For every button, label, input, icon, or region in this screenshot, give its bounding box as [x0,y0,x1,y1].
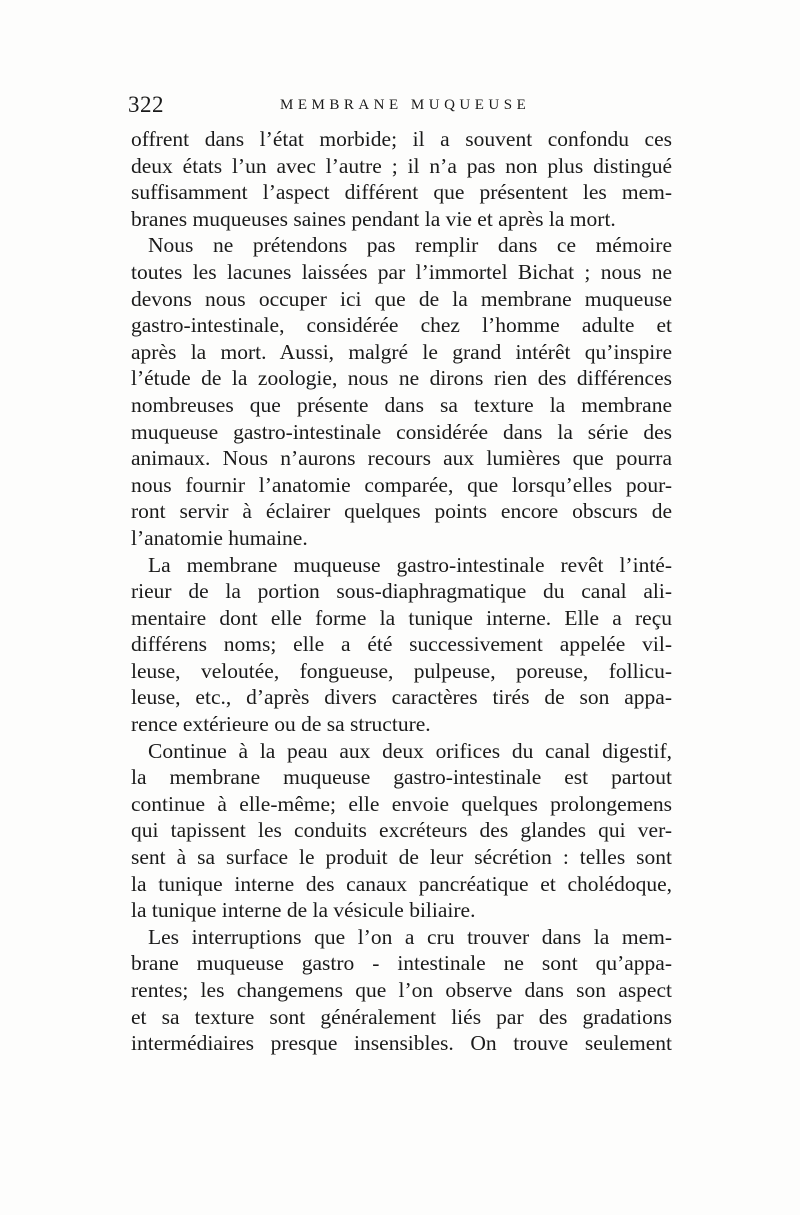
text-line: la tunique interne des canaux pancréatique et cholédoque, [131,871,672,896]
text-line: suffisamment l’aspect différent que présentent les mem- [131,180,672,205]
text-line: mentaire dont elle forme la tunique interne. Elle a reçu [131,605,672,630]
text-line: devons nous occuper ici que de la membrane muqueuse [131,286,672,311]
text-line: rence extérieure ou de sa structure. [131,712,431,737]
text-line: sent à sa surface le produit de leur sécrétion : telles sont [131,845,672,870]
body-text [131,126,672,1057]
running-title: MEMBRANE MUQUEUSE [280,97,531,113]
text-line: et sa texture sont généralement liés par des gradations [131,1004,672,1029]
text-line: rentes; les changemens que l’on observe dans son aspect [131,978,672,1002]
text-line: leuse, veloutée, fongueuse, pulpeuse, poreuse, follicu- [131,658,672,683]
running-head [128,92,676,122]
text-line: branes muqueuses saines pendant la vie et après la mort. [131,206,616,231]
text-line: différens noms; elle a été successivement appelée vil- [131,632,672,657]
text-line: toutes les lacunes laissées par l’immortel Bichat ; nous ne [131,259,672,284]
text-line: rieur de la portion sous-diaphragmatique du canal ali- [131,579,672,604]
text-line: nombreuses que présente dans sa texture la membrane [131,392,672,417]
text-line: après la mort. Aussi, malgré le grand intérêt qu’inspire [131,339,672,364]
text-line: leuse, etc., d’après divers caractères tirés de son appa- [131,685,672,710]
text-line: qui tapissent les conduits excréteurs des glandes qui ver- [131,818,672,843]
text-line: brane muqueuse gastro - intestinale ne sont qu’appa- [131,951,672,976]
text-line: Nous ne prétendons pas remplir dans ce mémoire [148,233,672,258]
text-line: Continue à la peau aux deux orifices du canal digestif, [148,738,672,763]
text-line: Les interruptions que l’on a cru trouver dans la mem- [148,924,672,949]
text-line: continue à elle-même; elle envoie quelques prolongemens [131,791,672,816]
text-line: deux états l’un avec l’autre ; il n’a pas non plus distingué [131,153,672,178]
text-line: la membrane muqueuse gastro-intestinale est partout [131,765,672,790]
text-line: gastro-intestinale, considérée chez l’homme adulte et [131,313,672,338]
text-line: l’étude de la zoologie, nous ne dirons rien des différences [131,366,672,391]
text-line: animaux. Nous n’aurons recours aux lumières que pourra [131,446,672,471]
text-line: nous fournir l’anatomie comparée, que lorsqu’elles pour- [131,472,672,497]
text-line: La membrane muqueuse gastro-intestinale revêt l’inté- [148,552,672,577]
text-line: l’anatomie humaine. [131,525,308,550]
text-line: ront servir à éclairer quelques points encore obscurs de [131,499,672,524]
text-line: intermédiaires presque insensibles. On trouve seulement [131,1031,672,1056]
text-line: la tunique interne de la vésicule biliaire. [131,898,476,923]
text-line: muqueuse gastro-intestinale considérée dans la série des [131,419,672,444]
text-line: offrent dans l’état morbide; il a souvent confondu ces [131,127,672,151]
page-number: 322 [128,92,164,117]
